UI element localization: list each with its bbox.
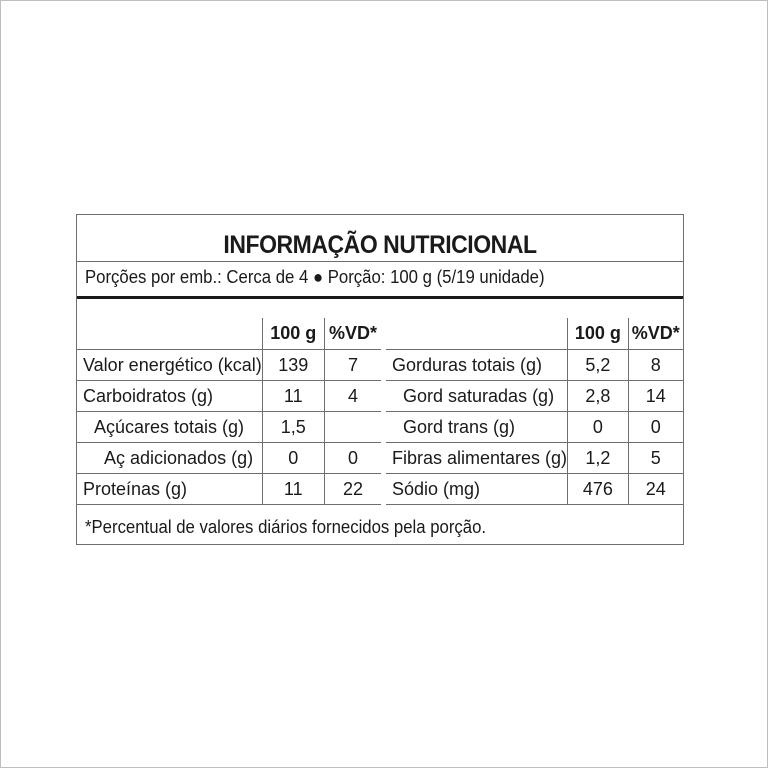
nutrient-amount: 476 (568, 474, 629, 505)
nutrient-label: Sódio (mg) (386, 474, 568, 505)
nutrient-label: Fibras alimentares (g) (386, 443, 568, 474)
nutrient-amount: 11 (262, 474, 324, 505)
table-row (77, 350, 381, 381)
nutrient-label: Gord saturadas (g) (386, 381, 568, 412)
table-row (77, 412, 381, 443)
table-row (77, 381, 381, 412)
nutrient-vd: 5 (628, 443, 683, 474)
nutrient-label: Aç adicionados (g) (77, 443, 262, 474)
label-title: INFORMAÇÃO NUTRICIONAL (223, 231, 537, 259)
footnote: *Percentual de valores diários fornecidos pela porção. (85, 517, 487, 537)
nutrient-amount: 2,8 (568, 381, 629, 412)
nutrient-label: Gorduras totais (g) (386, 350, 568, 381)
table-header-row (77, 318, 381, 350)
nutrient-amount: 0 (568, 412, 629, 443)
nutrient-label: Valor energético (kcal) (77, 350, 262, 381)
nutrient-vd: 24 (628, 474, 683, 505)
nutrient-vd (324, 412, 381, 443)
table-row (77, 443, 381, 474)
nutrient-amount: 139 (262, 350, 324, 381)
nutrient-label: Açúcares totais (g) (77, 412, 262, 443)
table-header-row (386, 318, 683, 350)
header-blank (77, 318, 262, 350)
header-100g: 100 g (568, 318, 629, 350)
header-vd: %VD* (324, 318, 381, 350)
table-row (386, 412, 683, 443)
header-vd: %VD* (628, 318, 683, 350)
nutrient-amount: 11 (262, 381, 324, 412)
header-blank (386, 318, 568, 350)
nutrient-amount: 1,2 (568, 443, 629, 474)
nutrient-vd: 0 (628, 412, 683, 443)
nutrient-amount: 0 (262, 443, 324, 474)
nutrient-label: Carboidratos (g) (77, 381, 262, 412)
nutrient-vd: 8 (628, 350, 683, 381)
nutrient-vd: 0 (324, 443, 381, 474)
nutrient-table-right (386, 318, 683, 505)
nutrient-vd: 14 (628, 381, 683, 412)
table-row (77, 474, 381, 505)
nutrient-vd: 22 (324, 474, 381, 505)
nutrient-amount: 1,5 (262, 412, 324, 443)
table-row (386, 350, 683, 381)
nutrient-vd: 7 (324, 350, 381, 381)
table-row (386, 474, 683, 505)
header-100g: 100 g (262, 318, 324, 350)
table-row (386, 381, 683, 412)
nutrient-table-left (77, 318, 381, 505)
portion-divider (77, 296, 683, 299)
nutrient-label: Proteínas (g) (77, 474, 262, 505)
nutrient-label: Gord trans (g) (386, 412, 568, 443)
nutrient-amount: 5,2 (568, 350, 629, 381)
title-divider (77, 261, 683, 262)
table-row (386, 443, 683, 474)
portion-info: Porções por emb.: Cerca de 4 ● Porção: 100 g (5/19 unidade) (85, 267, 545, 287)
nutrition-label (76, 214, 684, 545)
nutrient-vd: 4 (324, 381, 381, 412)
